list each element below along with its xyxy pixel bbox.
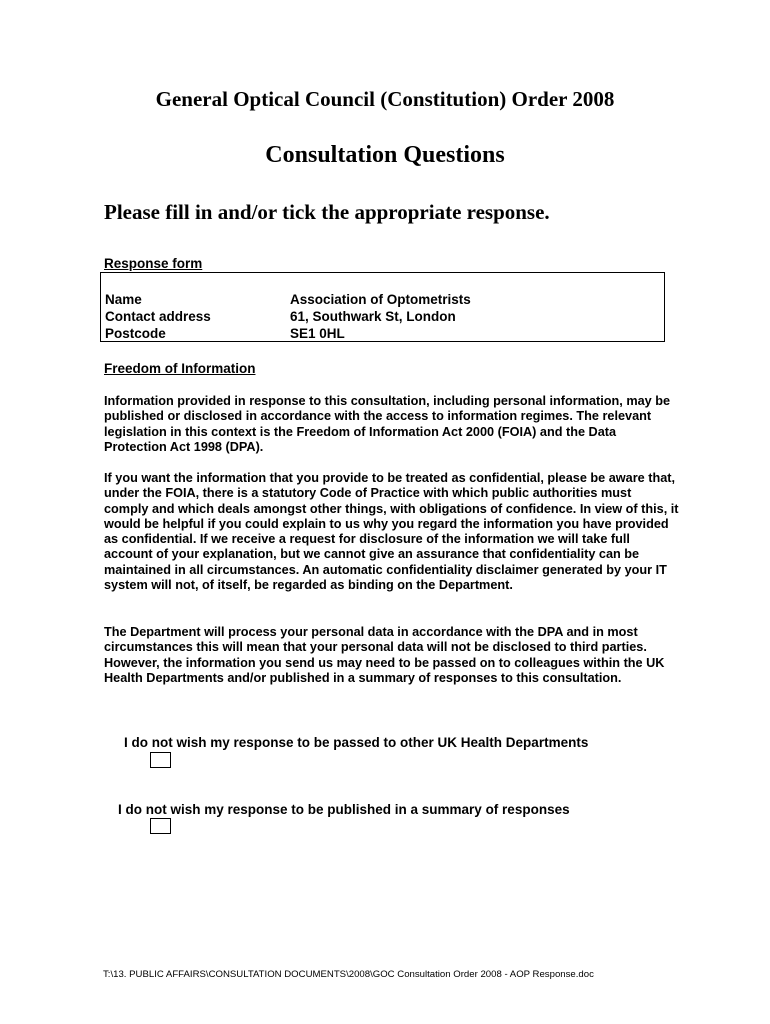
option-not-passed-label: I do not wish my response to be passed to other UK Health Departments [124,735,589,750]
footer-file-path: T:\13. PUBLIC AFFAIRS\CONSULTATION DOCUMENTS\2008\GOC Consultation Order 2008 - AOP Response.doc [103,969,594,980]
option-not-published-checkbox[interactable] [150,818,171,834]
option-not-published-label: I do not wish my response to be published in a summary of responses [118,802,570,817]
document-title: General Optical Council (Constitution) Order 2008 [155,87,615,111]
response-form-heading: Response form [104,256,203,271]
postcode-value[interactable]: SE1 0HL [290,326,345,341]
postcode-label: Postcode [105,326,166,341]
foi-paragraph: Information provided in response to this consultation, including personal information, may be published or disclosed in accordance with the access to information regimes. The relevant legislation in this context is the Freedom of Information Act 2000 (FOIA) and the Data Protection Act 1998 (DPA). [104,394,671,454]
document-subtitle: Consultation Questions [265,142,505,168]
contact-address-label: Contact address [105,309,211,324]
data-processing-paragraph: The Department will process your personal data in accordance with the DPA and in most circumstances this will mean that your personal data will not be disclosed to third parties. However, the information you send us may need to be passed on to colleagues within the UK Health Departments and/or published in a summary of responses to this consultation. [104,625,665,685]
instruction-text: Please fill in and/or tick the appropriate response. [104,200,550,224]
foi-heading: Freedom of Information [104,361,256,376]
contact-address-value[interactable]: 61, Southwark St, London [290,309,456,324]
name-label: Name [105,292,142,307]
name-value[interactable]: Association of Optometrists [290,292,471,307]
respondent-details-box [100,272,665,342]
confidentiality-paragraph: If you want the information that you provide to be treated as confidential, please be aware that, under the FOIA, there is a statutory Code of Practice with which public authorities must comply and which deals amongst other things, with obligations of confidence. In view of this, it would be helpful if you could explain to us why you regard the information you have provided as confidential. If we receive a request for disclosure of the information we will take full account of your explanation, but we cannot give an assurance that confidentiality can be maintained in all circumstances. An automatic confidentiality disclaimer generated by your IT system will not, of itself, be regarded as binding on the Department. [104,471,679,593]
option-not-passed-checkbox[interactable] [150,752,171,768]
